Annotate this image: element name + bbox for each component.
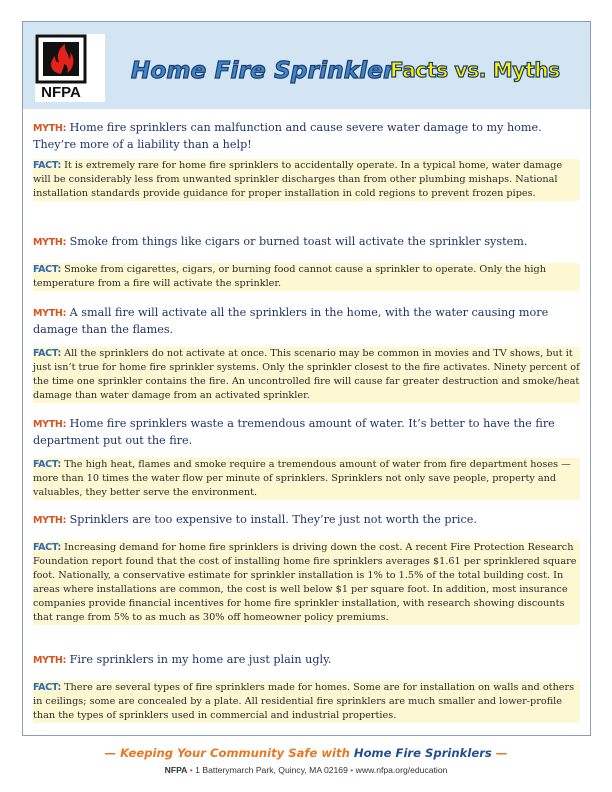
myth-2 [33,234,580,251]
myth-label: MYTH: [33,655,67,666]
fact-label: FACT: [33,348,61,359]
dash-left: — [104,746,117,760]
fact-2 [33,263,580,291]
myth-4 [33,416,580,449]
fact-4 [33,458,580,500]
header-banner [23,22,590,109]
fact-text: Smoke from cigarettes, cigars, or burning food cannot cause a sprinkler to operate. Only the high temperature from a fire will activate the sprinkler. [33,264,546,289]
bullet-2: • [350,765,354,775]
fact-label: FACT: [33,160,61,171]
fact-6 [33,681,580,723]
myth-label: MYTH: [33,123,67,134]
fact-sheet [22,21,591,736]
dash-right: — [495,746,508,760]
page-subtitle: Facts vs. Myths [390,58,560,82]
fact-text: The high heat, flames and smoke require a tremendous amount of water from fire department hoses — more than 10 times the water flow per minute of sprinklers. Sprinklers not only save people, property and valuables, they better serve the environment. [33,459,571,498]
myth-label: MYTH: [33,419,67,430]
logo-text: NFPA [41,84,81,101]
fact-label: FACT: [33,459,61,470]
fact-label: FACT: [33,264,61,275]
footer-address [0,765,612,775]
fact-5 [33,541,580,625]
address-text: 1 Batterymarch Park, Quincy, MA 02169 [195,765,348,775]
fact-label: FACT: [33,682,61,693]
myth-3 [33,305,580,338]
fact-text: It is extremely rare for home fire sprinklers to accidentally operate. In a typical home, water damage will be considerably less from unwanted sprinkler discharges than from other plumbing mishaps. National installation standards provide guidance for proper installation in cold regions to prevent frozen pipes. [33,160,563,199]
myth-6 [33,652,580,669]
page-title: Home Fire Sprinkler [131,58,395,84]
fact-text: There are several types of fire sprinklers made for homes. Some are for installation on walls and others in ceilings; some are concealed by a plate. All residential fire sprinklers are much smaller and lower-profile than the types of sprinklers used in commercial and industrial properties. [33,682,575,721]
fact-1 [33,159,580,201]
url-text: www.nfpa.org/education [355,765,448,775]
fact-text: All the sprinklers do not activate at once. This scenario may be common in movies and TV shows, but it just isn’t true for home fire sprinkler systems. Only the sprinkler closest to the fire activates. Ninety percent of the time one sprinkler contains the fire. An uncontrolled fire will cause far greater destruction and smoke/heat damage than water damage from an activated sprinkler. [33,348,580,401]
myth-label: MYTH: [33,515,67,526]
nfpa-logo [35,34,105,102]
myth-text: Home fire sprinklers waste a tremendous amount of water. It’s better to have the fire department put out the fire. [33,417,555,447]
myth-text: Fire sprinklers in my home are just plain ugly. [69,653,332,666]
tagline-part2: Home Fire Sprinklers [353,746,492,760]
tagline-part1: Keeping Your Community Safe with [120,746,350,760]
fact-text: Increasing demand for home fire sprinklers is driving down the cost. A recent Fire Protection Research Foundation report found that the cost of installing home fire sprinklers averages $1.61 per sprinklered square foot. Nationally, a conservative estimate for sprinkler installation is 1% to 1.5% of the total building cost. In areas where installations are common, the cost is well below $1 per square foot. In addition, most insurance companies provide financial incentives for home fire sprinkler installation, with research showing discounts that range from 5% to as much as 30% off homeowner policy premiums. [33,542,577,623]
myth-1 [33,120,580,153]
myth-text: A small fire will activate all the sprinklers in the home, with the water causing more damage than the flames. [33,306,549,336]
myth-text: Smoke from things like cigars or burned toast will activate the sprinkler system. [69,235,528,248]
myth-label: MYTH: [33,237,67,248]
footer-org: NFPA [164,765,188,775]
footer-tagline [0,746,612,760]
fact-label: FACT: [33,542,61,553]
fact-3 [33,347,580,403]
myth-text: Home fire sprinklers can malfunction and cause severe water damage to my home. They’re more of a liability than a help! [33,121,542,151]
myth-label: MYTH: [33,308,67,319]
bullet-1: • [189,765,193,775]
myth-text: Sprinklers are too expensive to install. They’re just not worth the price. [69,513,477,526]
myth-5 [33,512,580,529]
